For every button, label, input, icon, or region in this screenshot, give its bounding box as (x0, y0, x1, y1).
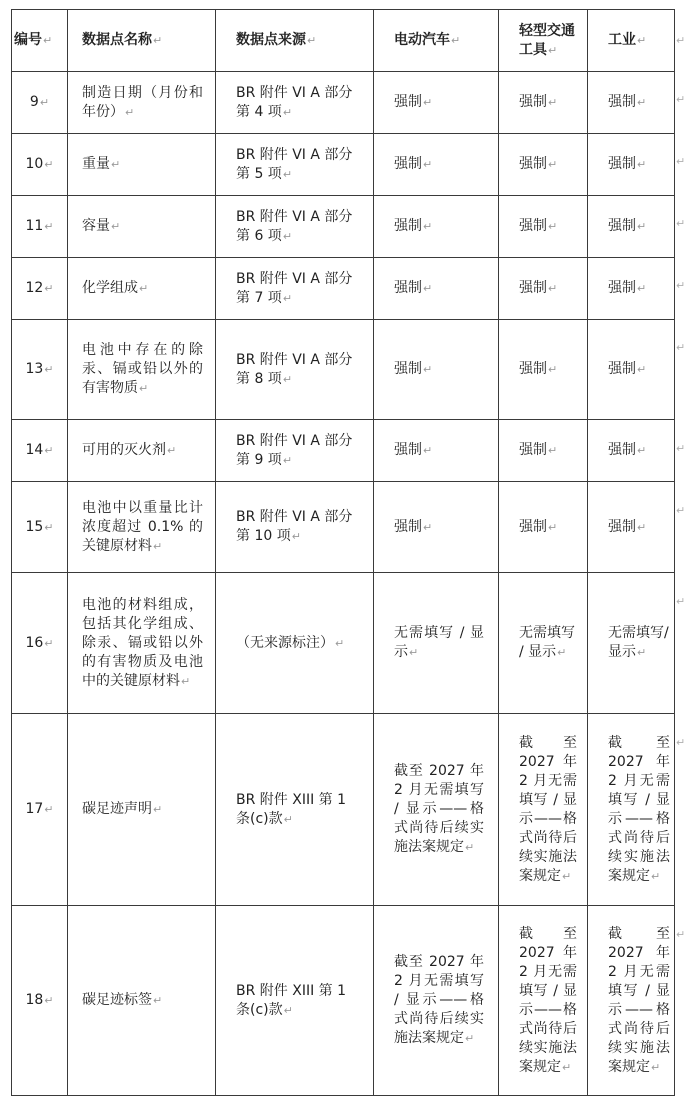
paragraph-mark-icon (676, 279, 685, 292)
paragraph-mark-icon (676, 93, 685, 106)
row-ev: 强制 ↵ (374, 72, 499, 134)
row-number: 16 ↵ (12, 573, 68, 714)
row-ev: 截至 2027 年 2 月无需填写 / 显示——格式尚待后续实施法案规定 ↵ (374, 906, 499, 1096)
row-source: BR 附件 VI A 部分第 4 项 ↵ (216, 72, 374, 134)
row-lmt: 强制 ↵ (499, 482, 588, 573)
header-lmt: 轻型交通工具 ↵ (499, 10, 588, 72)
row-industrial: 截至 2027 年 2 月无需填写 / 显示——格式尚待后续实施法案规定 ↵ (588, 906, 675, 1096)
row-name: 重量 ↵ (68, 134, 216, 196)
row-lmt: 强制 ↵ (499, 72, 588, 134)
row-source: BR 附件 VI A 部分第 10 项 ↵ (216, 482, 374, 573)
table-row (12, 258, 675, 320)
table-row (12, 573, 675, 714)
header-name: 数据点名称 ↵ (68, 10, 216, 72)
row-number: 9 ↵ (12, 72, 68, 134)
paragraph-mark-icon (676, 504, 685, 517)
paragraph-mark-icon (676, 341, 685, 354)
header-industrial: 工业 ↵ (588, 10, 675, 72)
row-industrial: 强制 ↵ (588, 320, 675, 420)
row-ev: 强制 ↵ (374, 320, 499, 420)
row-number: 15 ↵ (12, 482, 68, 573)
row-name: 化学组成 ↵ (68, 258, 216, 320)
table-row (12, 196, 675, 258)
row-lmt: 强制 ↵ (499, 196, 588, 258)
row-source: （无来源标注） ↵ (216, 573, 374, 714)
row-name: 电池的材料组成，包括其化学组成、除汞、镉或铅以外的有害物质及电池中的关键原材料 ↵ (68, 573, 216, 714)
row-ev: 强制 ↵ (374, 258, 499, 320)
table-row (12, 134, 675, 196)
row-ev: 强制 ↵ (374, 134, 499, 196)
data-point-table (11, 9, 675, 1096)
row-source: BR 附件 VI A 部分第 5 项 ↵ (216, 134, 374, 196)
row-industrial: 强制 ↵ (588, 258, 675, 320)
row-source: BR 附件 XIII 第 1 条(c)款 ↵ (216, 714, 374, 906)
paragraph-mark-icon (676, 217, 685, 230)
row-number: 14 ↵ (12, 420, 68, 482)
row-source: BR 附件 VI A 部分第 7 项 ↵ (216, 258, 374, 320)
row-number: 13 ↵ (12, 320, 68, 420)
row-name: 容量 ↵ (68, 196, 216, 258)
row-industrial: 强制 ↵ (588, 196, 675, 258)
row-source: BR 附件 XIII 第 1 条(c)款 ↵ (216, 906, 374, 1096)
row-source: BR 附件 VI A 部分第 9 项 ↵ (216, 420, 374, 482)
row-lmt: 无需填写 / 显示 ↵ (499, 573, 588, 714)
paragraph-mark-icon (676, 155, 685, 168)
paragraph-mark-icon (676, 34, 685, 47)
row-name: 碳足迹声明 ↵ (68, 714, 216, 906)
row-ev: 强制 ↵ (374, 482, 499, 573)
header-source: 数据点来源 ↵ (216, 10, 374, 72)
row-name: 碳足迹标签 ↵ (68, 906, 216, 1096)
row-ev: 强制 ↵ (374, 196, 499, 258)
row-name: 可用的灭火剂 ↵ (68, 420, 216, 482)
header-number: 编号 ↵ (12, 10, 68, 72)
row-lmt: 截至 2027 年 2 月无需填写 / 显示——格式尚待后续实施法案规定 ↵ (499, 906, 588, 1096)
row-lmt: 强制 ↵ (499, 420, 588, 482)
row-industrial: 截至 2027 年 2 月无需填写 / 显示——格式尚待后续实施法案规定 ↵ (588, 714, 675, 906)
table-row (12, 714, 675, 906)
row-number: 10 ↵ (12, 134, 68, 196)
row-name: 电池中存在的除汞、镉或铅以外的有害物质 ↵ (68, 320, 216, 420)
row-number: 11 ↵ (12, 196, 68, 258)
row-industrial: 强制 ↵ (588, 482, 675, 573)
row-number: 18 ↵ (12, 906, 68, 1096)
row-source: BR 附件 VI A 部分第 6 项 ↵ (216, 196, 374, 258)
row-name: 电池中以重量比计浓度超过 0.1% 的关键原材料 ↵ (68, 482, 216, 573)
table-row (12, 906, 675, 1096)
row-lmt: 强制 ↵ (499, 134, 588, 196)
row-industrial: 无需填写/显示 ↵ (588, 573, 675, 714)
table-row (12, 320, 675, 420)
row-industrial: 强制 ↵ (588, 134, 675, 196)
row-lmt: 强制 ↵ (499, 320, 588, 420)
header-row (12, 10, 675, 72)
row-industrial: 强制 ↵ (588, 72, 675, 134)
paragraph-mark-icon (676, 442, 685, 455)
table-row (12, 482, 675, 573)
row-name: 制造日期（月份和年份） ↵ (68, 72, 216, 134)
paragraph-mark-icon (676, 928, 685, 941)
row-number: 17 ↵ (12, 714, 68, 906)
row-lmt: 强制 ↵ (499, 258, 588, 320)
row-source: BR 附件 VI A 部分第 8 项 ↵ (216, 320, 374, 420)
row-ev: 强制 ↵ (374, 420, 499, 482)
row-ev: 截至 2027 年 2 月无需填写 / 显示——格式尚待后续实施法案规定 ↵ (374, 714, 499, 906)
row-end-marks (676, 0, 688, 1088)
header-ev: 电动汽车 ↵ (374, 10, 499, 72)
table-row (12, 420, 675, 482)
table-row (12, 72, 675, 134)
paragraph-mark-icon (676, 595, 685, 608)
row-industrial: 强制 ↵ (588, 420, 675, 482)
row-ev: 无需填写 / 显示 ↵ (374, 573, 499, 714)
row-number: 12 ↵ (12, 258, 68, 320)
row-lmt: 截至 2027 年 2 月无需填写 / 显示——格式尚待后续实施法案规定 ↵ (499, 714, 588, 906)
paragraph-mark-icon (676, 736, 685, 749)
